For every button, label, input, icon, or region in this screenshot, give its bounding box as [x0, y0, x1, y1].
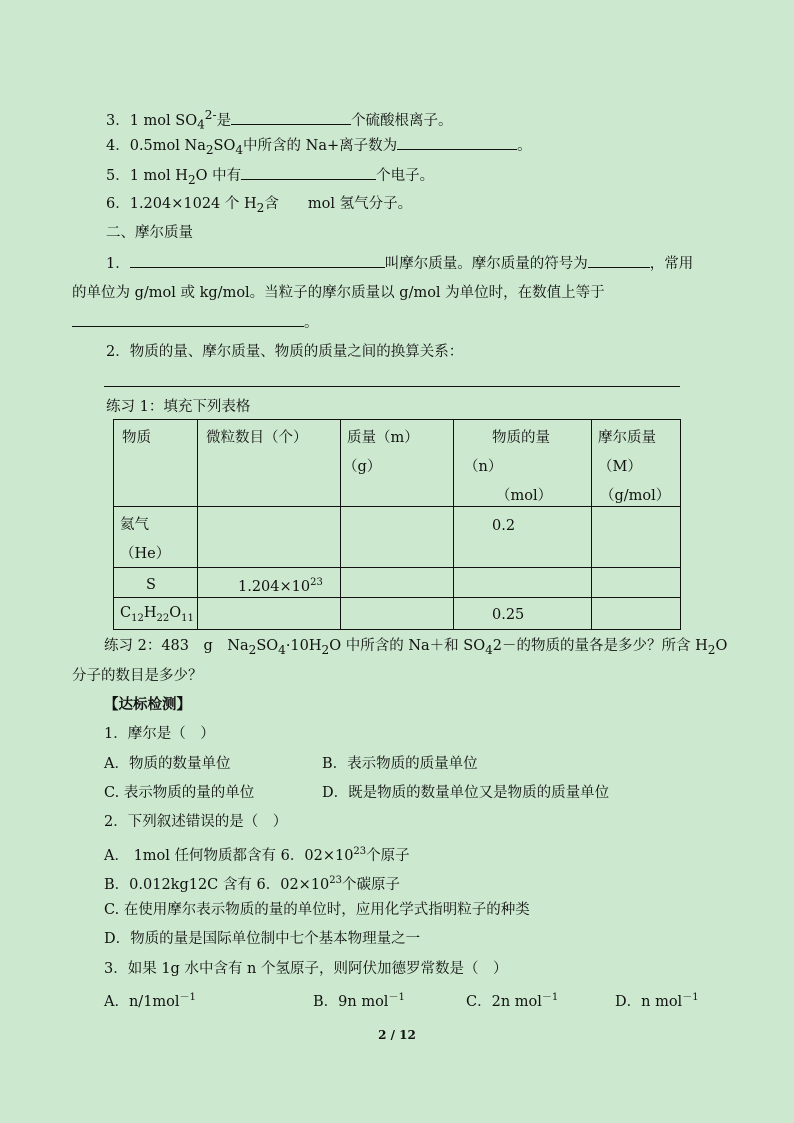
row3-o-sub: 11 — [181, 612, 194, 624]
q5-sub: 2 — [187, 172, 196, 187]
q4-sub2: 4 — [235, 142, 244, 157]
q4-end: 。 — [517, 138, 532, 154]
c1-option-a[interactable]: A．物质的数量单位 — [104, 756, 231, 772]
check-title: 【达标检测】 — [104, 696, 191, 713]
mm1-blank1[interactable] — [130, 253, 385, 268]
c3-d-sup: －1 — [682, 992, 699, 1003]
c2-option-d[interactable]: D．物质的量是国际单位制中七个基本物理量之一 — [104, 931, 421, 947]
q4-mid: SO — [213, 138, 236, 154]
c2-b-sup: 23 — [329, 875, 343, 886]
mm1-mid: 叫摩尔质量。摩尔质量的符号为 — [384, 256, 588, 272]
ex2-sub4: 4 — [485, 642, 493, 657]
row2-mass-cell[interactable] — [341, 568, 454, 598]
row2-name: S — [146, 577, 156, 593]
q3-blank[interactable] — [231, 110, 351, 125]
row3-h: H — [143, 605, 157, 621]
q5-blank[interactable] — [241, 165, 376, 180]
mm1-blank3[interactable] — [72, 312, 304, 327]
exercise-table — [113, 419, 681, 630]
c2-a-text: A． 1mol 任何物质都含有 6．02×10 — [104, 847, 354, 864]
c3-d-text: D．n mol — [615, 993, 683, 1010]
mm2-answer-line[interactable] — [104, 386, 680, 387]
ex2-f: O — [715, 638, 728, 654]
ex2-sub5: 2 — [707, 642, 716, 657]
q6-line — [106, 194, 412, 218]
row3-amount: 0.25 — [492, 607, 525, 623]
row1-amount: 0.2 — [492, 518, 516, 534]
c3-c-sup: －1 — [541, 992, 559, 1003]
q5-text: 5．1 mol H — [106, 168, 188, 184]
row2-amount-cell[interactable] — [454, 568, 592, 598]
row1-substance — [114, 507, 198, 568]
row3-count-cell[interactable] — [198, 598, 341, 630]
ex2-sub1: 2 — [248, 642, 257, 657]
c1-option-b[interactable]: B．表示物质的质量单位 — [322, 756, 478, 772]
ex2-c: ·10H — [285, 638, 322, 654]
ex1-title: 练习 1：填充下列表格 — [106, 399, 251, 415]
mm1-blank2[interactable] — [588, 253, 650, 268]
c3-b-sup: －1 — [388, 992, 405, 1003]
mm1-line3 — [72, 312, 319, 333]
c3-option-d[interactable] — [615, 988, 699, 1012]
row1-formula: （He） — [120, 546, 171, 562]
q4-blank[interactable] — [397, 135, 517, 150]
row1-molar-cell[interactable] — [592, 507, 681, 568]
mm2-line: 2．物质的量、摩尔质量、物质的质量之间的换算关系： — [106, 344, 464, 360]
row1-count-cell[interactable] — [198, 507, 341, 568]
header-cell-amount — [454, 420, 592, 507]
row3-substance — [114, 598, 198, 630]
q5-suffix: 个电子。 — [376, 168, 435, 184]
header-molar-m: （M） — [598, 459, 642, 475]
row3-h-sub: 22 — [156, 612, 170, 624]
header-cell-count — [198, 420, 341, 507]
mm1-suffix: ，常用 — [649, 256, 694, 272]
ex2-sub2: 4 — [278, 642, 286, 657]
c1-option-c[interactable]: C. 表示物质的量的单位 — [104, 785, 255, 801]
c1-question: 1．摩尔是（ ） — [104, 726, 215, 742]
header-substance: 物质 — [122, 430, 151, 446]
mm1-line2: 的单位为 g/mol 或 kg/mol。当粒子的摩尔质量以 g/mol 为单位时，在数值上等于 — [72, 285, 605, 301]
q5-line — [106, 165, 434, 190]
c3-question: 3．如果 1g 水中含有 n 个氢原子，则阿伏加德罗常数是（ ） — [104, 961, 508, 977]
q3-sub: 4 — [197, 117, 205, 132]
c2-option-c[interactable]: C. 在使用摩尔表示物质的量的单位时，应用化学式指明粒子的种类 — [104, 902, 530, 918]
q5-mid: O 中有 — [195, 168, 242, 184]
header-mass-unit: （g） — [343, 459, 382, 475]
c2-option-a[interactable] — [104, 842, 410, 866]
row1-mass-cell[interactable] — [341, 507, 454, 568]
q6-text: 6．1.204×1024 个 H — [106, 196, 257, 212]
header-mass: 质量（m） — [347, 430, 419, 446]
ex2-line1 — [104, 636, 727, 660]
c2-b-mid: 12C 含有 6．02×10 — [188, 876, 330, 893]
row1-amount-cell — [454, 507, 592, 568]
table-row — [114, 568, 681, 598]
mm1-line — [106, 253, 693, 274]
q3-text: 3．1 mol SO — [106, 112, 198, 129]
c2-option-b[interactable] — [104, 871, 400, 895]
c3-option-b[interactable] — [313, 988, 405, 1012]
table-row — [114, 598, 681, 630]
c3-option-c[interactable] — [466, 988, 558, 1012]
row3-molar-cell[interactable] — [592, 598, 681, 630]
mm1-end: 。 — [304, 315, 319, 331]
c2-a-sup: 23 — [353, 846, 367, 857]
q6-suffix: 含 mol 氢气分子。 — [264, 196, 413, 212]
mm1-prefix: 1． — [106, 256, 130, 272]
table-row — [114, 507, 681, 568]
row3-c: C — [120, 605, 132, 621]
q3-sup: 2- — [204, 108, 217, 122]
q4-text: 4．0.5mol Na — [106, 138, 206, 154]
ex2-line2: 分子的数目是多少？ — [72, 668, 203, 684]
row3-amount-cell — [454, 598, 592, 630]
c3-option-a[interactable] — [104, 988, 196, 1012]
row3-c-sub: 12 — [131, 612, 144, 624]
row2-count: 1.204×10 — [238, 578, 311, 595]
row2-molar-cell[interactable] — [592, 568, 681, 598]
header-amount-unit: （mol） — [496, 488, 553, 504]
header-cell-mass — [341, 420, 454, 507]
row3-mass-cell[interactable] — [341, 598, 454, 630]
q3-suffix: 个硫酸根离子。 — [351, 112, 453, 129]
ex2-sub3: 2 — [321, 642, 330, 657]
ex2-d: O 中所含的 Na＋和 SO — [329, 638, 486, 654]
header-cell-molar — [592, 420, 681, 507]
section-heading: 二、摩尔质量 — [106, 225, 193, 241]
header-amount-n: （n） — [464, 459, 503, 475]
q4-line — [106, 135, 532, 160]
row1-name: 氦气 — [120, 517, 149, 533]
row2-substance — [114, 568, 198, 598]
header-molar: 摩尔质量 — [598, 430, 656, 446]
page-number: 2 / 12 — [378, 1028, 416, 1042]
c3-b-text: B．9n mol — [313, 993, 389, 1010]
c3-a-sup: －1 — [179, 992, 196, 1003]
q6-sub: 2 — [256, 200, 265, 215]
row3-o: O — [169, 605, 182, 621]
ex2-e: 2－的物质的量各是多少？所含 H — [492, 638, 708, 654]
q3-line — [106, 105, 453, 135]
q4-sub1: 2 — [205, 142, 214, 157]
row2-count-cell — [198, 568, 341, 598]
c1-option-d[interactable]: D．既是物质的数量单位又是物质的质量单位 — [322, 785, 610, 801]
row2-count-sup: 23 — [310, 577, 323, 588]
table-header-row — [114, 420, 681, 507]
c3-c-text: C．2n mol — [466, 993, 542, 1010]
c2-question: 2．下列叙述错误的是（ ） — [104, 814, 288, 830]
q3-mid: 是 — [216, 112, 232, 129]
ex2-a: 练习 2：483 g Na — [104, 638, 249, 654]
header-count: 微粒数目（个） — [206, 430, 308, 446]
q4-suffix: 中所含的 Na+离子数为 — [243, 138, 398, 154]
header-molar-unit: （g/mol） — [600, 488, 671, 504]
c3-a-text: A．n/1mol — [104, 993, 180, 1010]
header-amount: 物质的量 — [492, 430, 550, 446]
header-cell-substance — [114, 420, 198, 507]
c2-b-post: 个碳原子 — [342, 876, 401, 893]
c2-a-post: 个原子 — [366, 847, 410, 864]
c2-b-text: B．0.012kg — [104, 876, 189, 893]
ex2-b: SO — [256, 638, 279, 654]
